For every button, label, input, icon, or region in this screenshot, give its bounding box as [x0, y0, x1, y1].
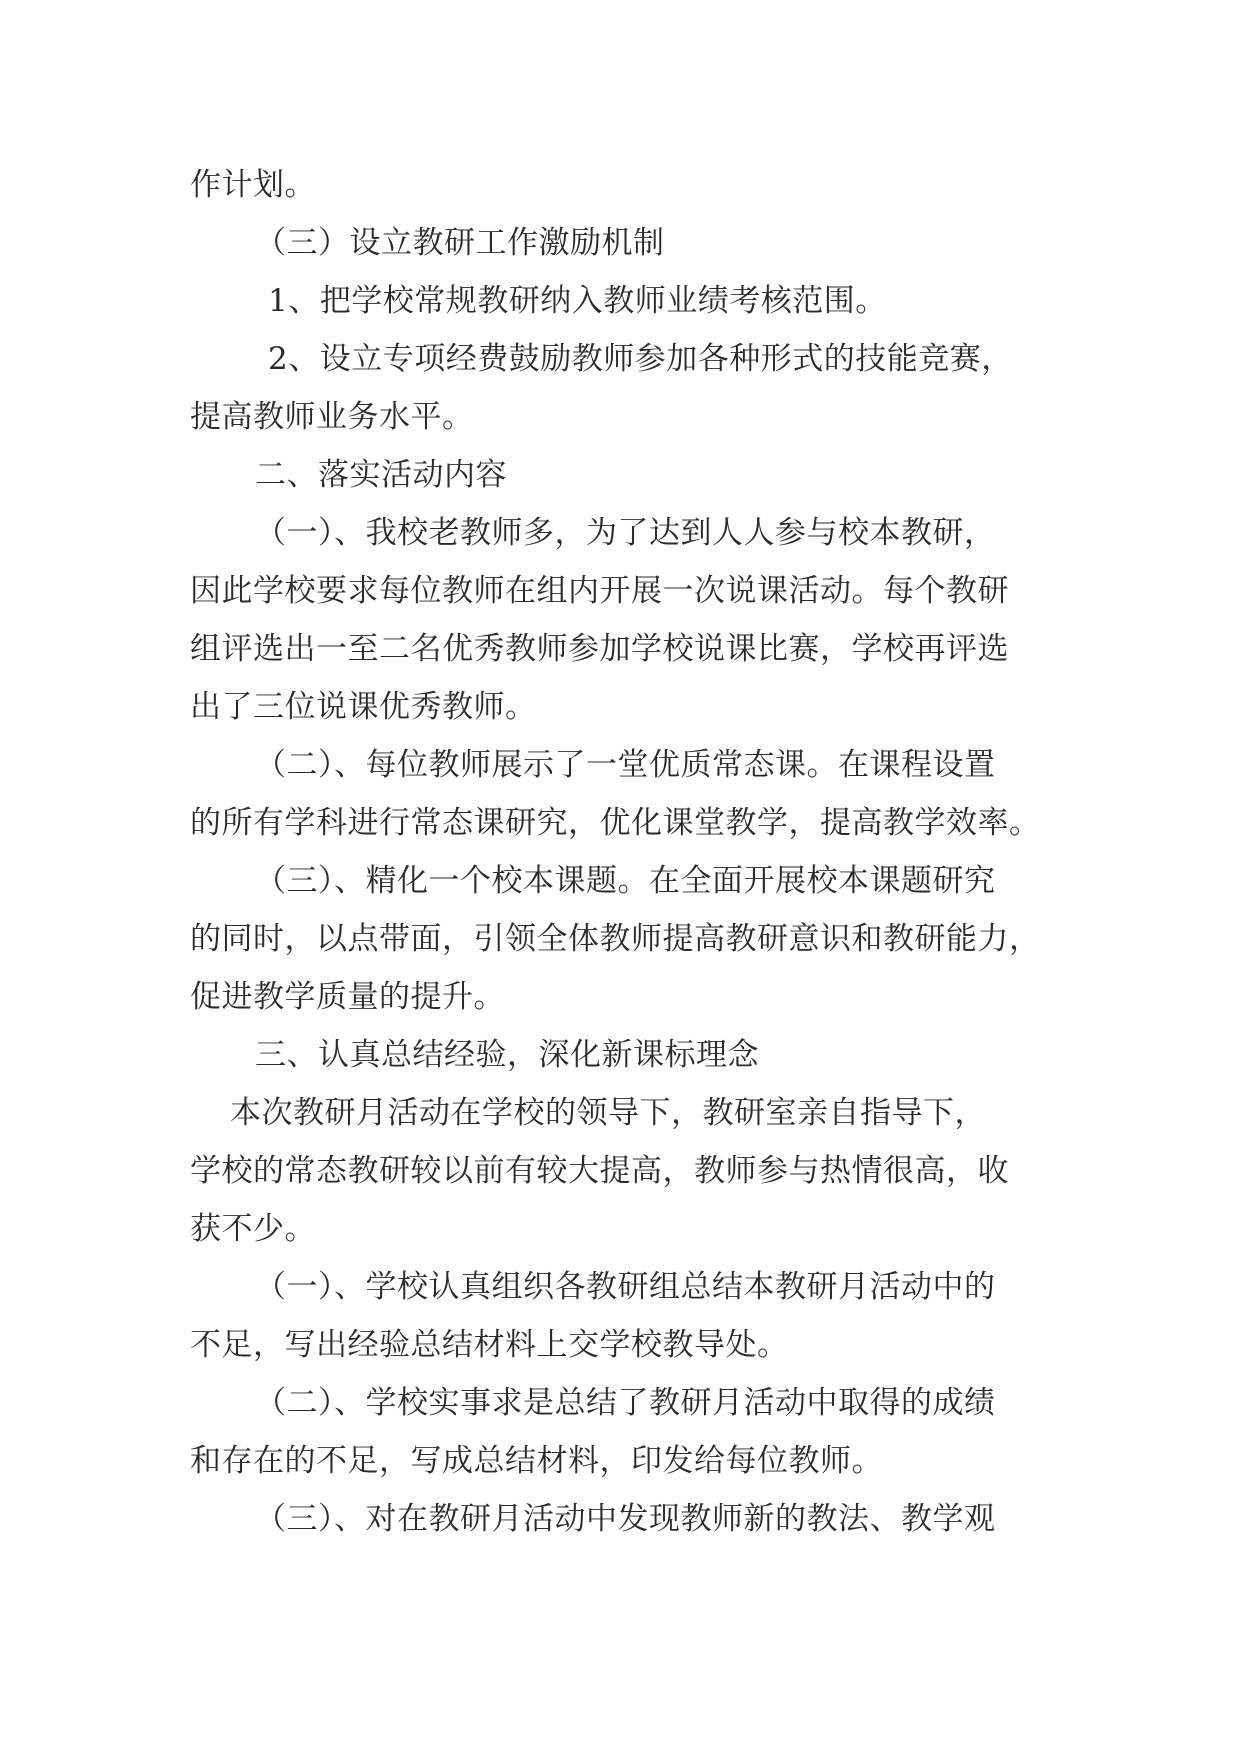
paragraph-line: （三）、对在教研月活动中发现教师新的教法、教学观	[255, 1501, 996, 1537]
paragraph-line: （二）、学校实事求是总结了教研月活动中取得的成绩	[255, 1385, 996, 1421]
paragraph-line: 获不少。	[190, 1211, 316, 1247]
paragraph-line: 组评选出一至二名优秀教师参加学校说课比赛，学校再评选	[190, 631, 1009, 667]
paragraph-line: 不足，写出经验总结材料上交学校教导处。	[190, 1327, 789, 1363]
paragraph-line: （二）、每位教师展示了一堂优质常态课。在课程设置	[255, 747, 996, 783]
paragraph-line: 1、把学校常规教研纳入教师业绩考核范围。	[268, 283, 887, 319]
paragraph-line: 提高教师业务水平。	[190, 399, 474, 435]
paragraph-line: 本次教研月活动在学校的领导下，教研室亲自指导下，	[230, 1095, 986, 1131]
paragraph-line: 的所有学科进行常态课研究，优化课堂教学，提高教学效率。	[190, 805, 1041, 841]
paragraph-line: 出了三位说课优秀教师。	[190, 689, 537, 725]
paragraph-line: 和存在的不足，写成总结材料，印发给每位教师。	[190, 1443, 883, 1479]
section-heading: 二、落实活动内容	[255, 457, 507, 493]
section-heading: （三）设立教研工作激励机制	[255, 225, 665, 261]
paragraph-line: 因此学校要求每位教师在组内开展一次说课活动。每个教研	[190, 573, 1009, 609]
paragraph-line: 2、设立专项经费鼓励教师参加各种形式的技能竞赛，	[268, 341, 1013, 377]
paragraph-line: （三）、精化一个校本课题。在全面开展校本课题研究	[255, 863, 996, 899]
paragraph-line: 学校的常态教研较以前有较大提高，教师参与热情很高，收	[190, 1153, 1009, 1189]
paragraph-line: （一）、我校老教师多，为了达到人人参与校本教研，	[255, 515, 996, 551]
paragraph-line: 促进教学质量的提升。	[190, 979, 505, 1015]
paragraph-line: 的同时，以点带面，引领全体教师提高教研意识和教研能力，	[190, 921, 1041, 957]
paragraph-line: （一）、学校认真组织各教研组总结本教研月活动中的	[255, 1269, 996, 1305]
section-heading: 三、认真总结经验，深化新课标理念	[255, 1037, 759, 1073]
paragraph-line: 作计划。	[190, 167, 316, 203]
